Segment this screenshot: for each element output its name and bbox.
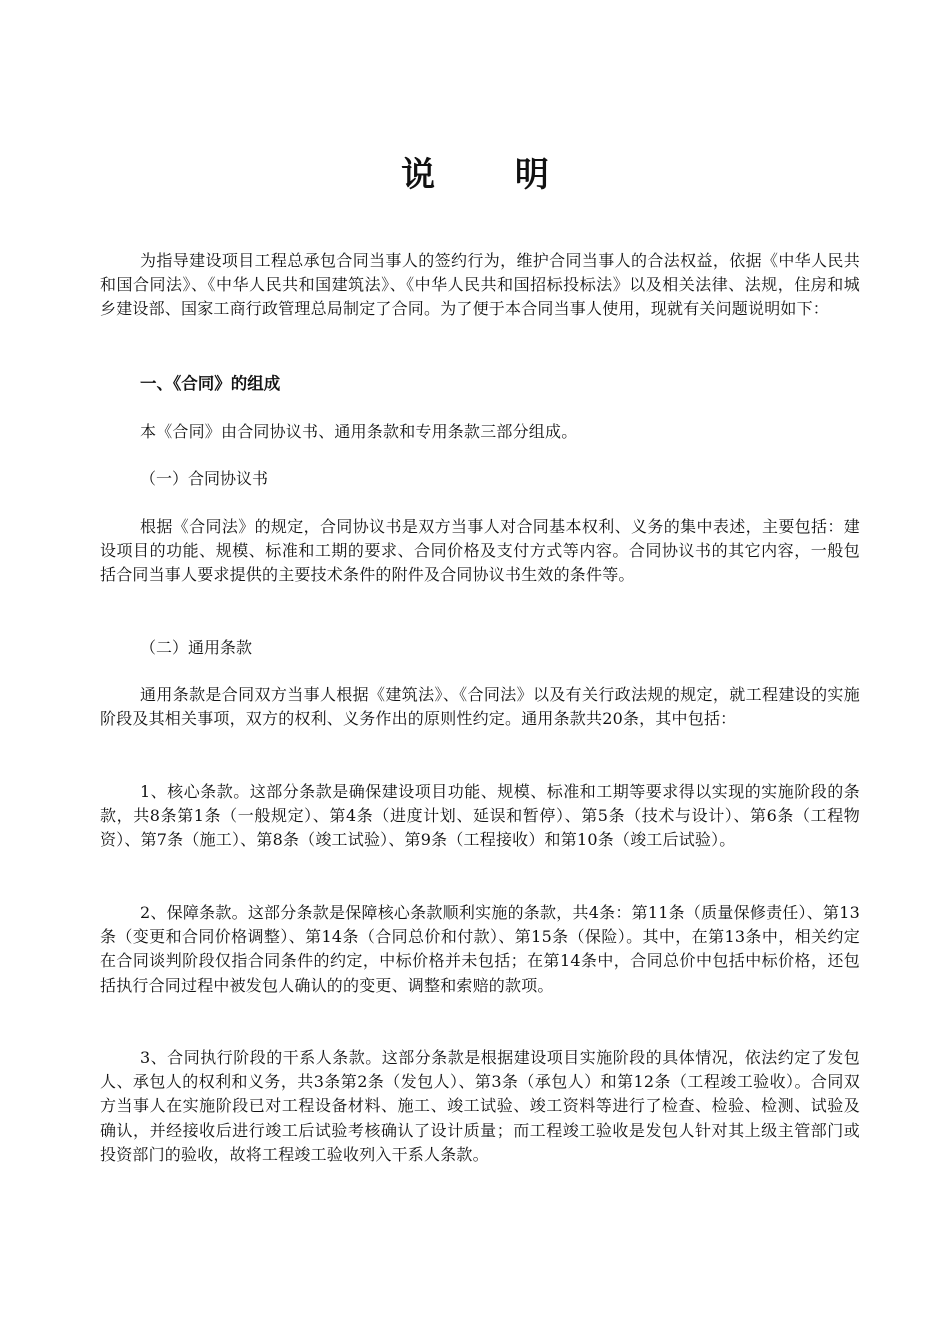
page-title: 说 明 — [401, 155, 583, 195]
section-heading-composition: 一、《合同》的组成 — [140, 374, 281, 393]
list-item-core-terms: 1、核心条款。这部分条款是确保建设项目功能、规模、标准和工期等要求得以实现的实施阶段的条款，共8条第1条（一般规定）、第4条（进度计划、延误和暂停）、第5条（技术与设计）、第6条（工程物资）、第7条（施工）、第8条（竣工试验）、第9条（工程接收）和第10条（竣工后试验）。 — [100, 782, 860, 850]
section-composition-text: 本《合同》由合同协议书、通用条款和专用条款三部分组成。 — [140, 422, 578, 441]
subheading-general-terms: （二）通用条款 — [140, 638, 253, 657]
list-item-stakeholder-terms: 3、合同执行阶段的干系人条款。这部分条款是根据建设项目实施阶段的具体情况，依法约定了发包人、承包人的权利和义务，共3条第2条（发包人）、第3条（承包人）和第12条（工程竣工验收）。合同双方当事人在实施阶段已对工程设备材料、施工、竣工试验、竣工资料等进行了检查、检验、检测、试验及确认，并经接收后进行竣工后试验考核确认了设计质量；而工程竣工验收是发包人针对其上级主管部门或投资部门的验收，故将工程竣工验收列入干系人条款。 — [100, 1048, 860, 1164]
intro-paragraph: 为指导建设项目工程总承包合同当事人的签约行为，维护合同当事人的合法权益，依据《中华人民共和国合同法》、《中华人民共和国建筑法》、《中华人民共和国招标投标法》以及相关法律、法规，住房和城乡建设部、国家工商行政管理总局制定了合同。为了便于本合同当事人使用，现就有关问题说明如下： — [100, 251, 860, 319]
agreement-paragraph: 根据《合同法》的规定，合同协议书是双方当事人对合同基本权利、义务的集中表述，主要包括：建设项目的功能、规模、标准和工期的要求、合同价格及支付方式等内容。合同协议书的其它内容，一般包括合同当事人要求提供的主要技术条件的附件及合同协议书生效的条件等。 — [100, 517, 860, 585]
general-terms-paragraph: 通用条款是合同双方当事人根据《建筑法》、《合同法》以及有关行政法规的规定，就工程建设的实施阶段及其相关事项，双方的权利、义务作出的原则性约定。通用条款共20条，其中包括： — [100, 685, 860, 729]
list-item-guarantee-terms: 2、保障条款。这部分条款是保障核心条款顺利实施的条款，共4条：第11条（质量保修责任）、第13条（变更和合同价格调整）、第14条（合同总价和付款）、第15条（保险）。其中，在第13条中，相关约定在合同谈判阶段仅指合同条件的约定，中标价格并未包括；在第14条中，合同总价中包括中标价格，还包括执行合同过程中被发包人确认的的变更、调整和索赔的款项。 — [100, 903, 860, 995]
subheading-agreement: （一）合同协议书 — [140, 469, 269, 488]
